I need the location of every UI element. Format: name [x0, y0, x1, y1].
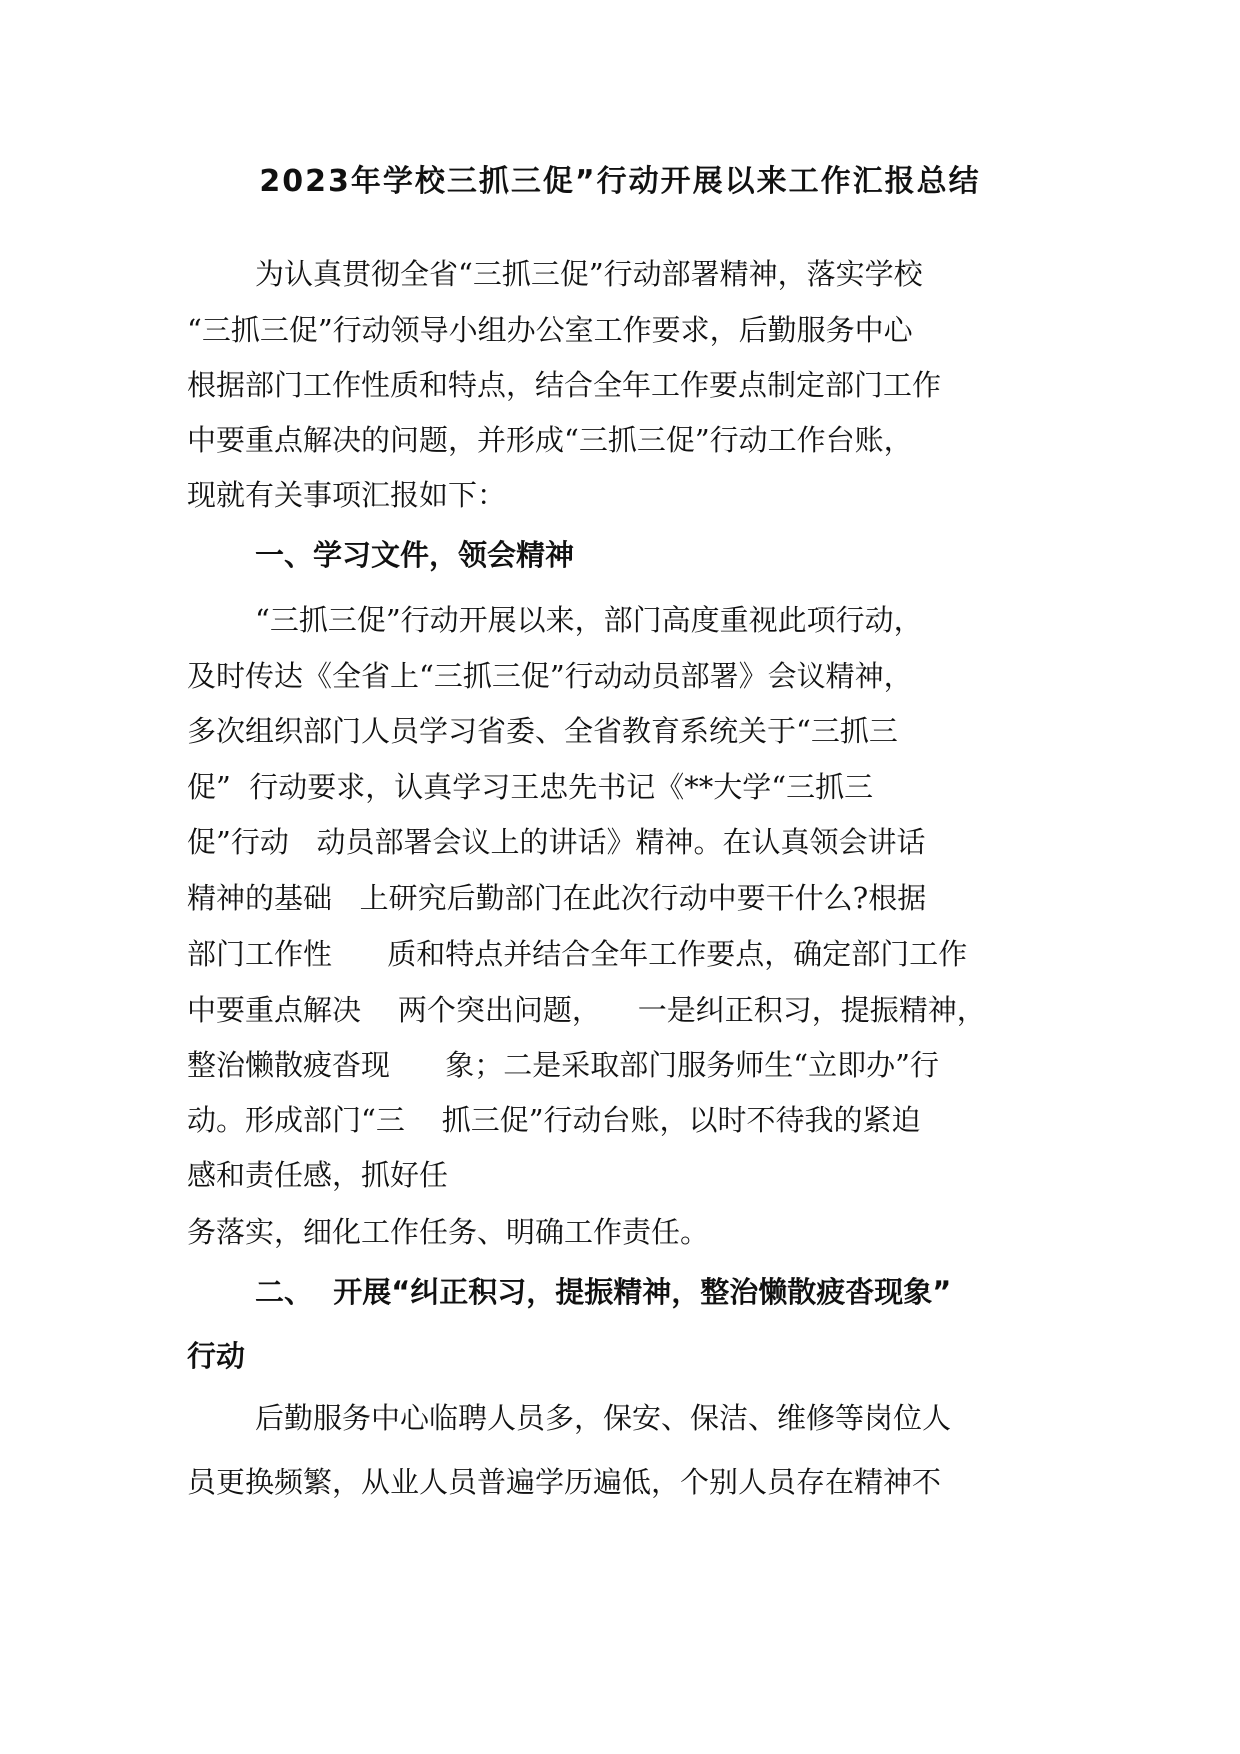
section1-line: 感和责任感，抓好任	[187, 1158, 449, 1192]
section2-line: 员更换频繁，从业人员普遍学历遍低，个别人员存在精神不	[187, 1465, 942, 1499]
intro-line: 现就有关事项汇报如下：	[187, 478, 507, 512]
section1-line: 务落实，细化工作任务、明确工作责任。	[187, 1215, 710, 1249]
section1-line: 促”行动 动员部署会议上的讲话》精神。在认真领会讲话	[187, 825, 926, 859]
intro-line: 为认真贯彻全省“三抓三促”行动部署精神，落实学校	[255, 257, 923, 291]
section2-heading: 二、 开展“纠正积习，提振精神，整治懒散疲沓现象”	[255, 1275, 952, 1309]
document-title: 2023年学校三抓三促”行动开展以来工作汇报总结	[259, 164, 981, 199]
section1-line: 多次组织部门人员学习省委、全省教育系统关于“三抓三	[187, 714, 898, 748]
section1-line: 部门工作性 质和特点并结合全年工作要点，确定部门工作	[187, 937, 968, 971]
section1-line: 精神的基础 上研究后勤部门在此次行动中要干什么?根据	[187, 881, 927, 915]
section1-line: 中要重点解决 两个突出问题， 一是纠正积习，提振精神，	[187, 993, 986, 1027]
section1-heading: 一、学习文件，领会精神	[255, 538, 575, 572]
section2-heading-cont: 行动	[187, 1339, 246, 1373]
intro-line: 根据部门工作性质和特点，结合全年工作要点制定部门工作	[187, 368, 942, 402]
intro-line: 中要重点解决的问题，并形成“三抓三促”行动工作台账，	[187, 423, 913, 457]
intro-line: “三抓三促”行动领导小组办公室工作要求，后勤服务中心	[187, 313, 913, 347]
section1-line: 及时传达《全省上“三抓三促”行动动员部署》会议精神，	[187, 659, 913, 693]
section1-line: 促” 行动要求，认真学习王忠先书记《**大学“三抓三	[187, 770, 874, 804]
section1-line: 整治懒散疲沓现 象；二是采取部门服务师生“立即办”行	[187, 1048, 939, 1082]
section1-line: 动。形成部门“三 抓三促”行动台账，以时不待我的紧迫	[187, 1103, 921, 1137]
section2-line: 后勤服务中心临聘人员多，保安、保洁、维修等岗位人	[255, 1401, 952, 1435]
section1-line: “三抓三促”行动开展以来，部门高度重视此项行动，	[255, 603, 923, 637]
